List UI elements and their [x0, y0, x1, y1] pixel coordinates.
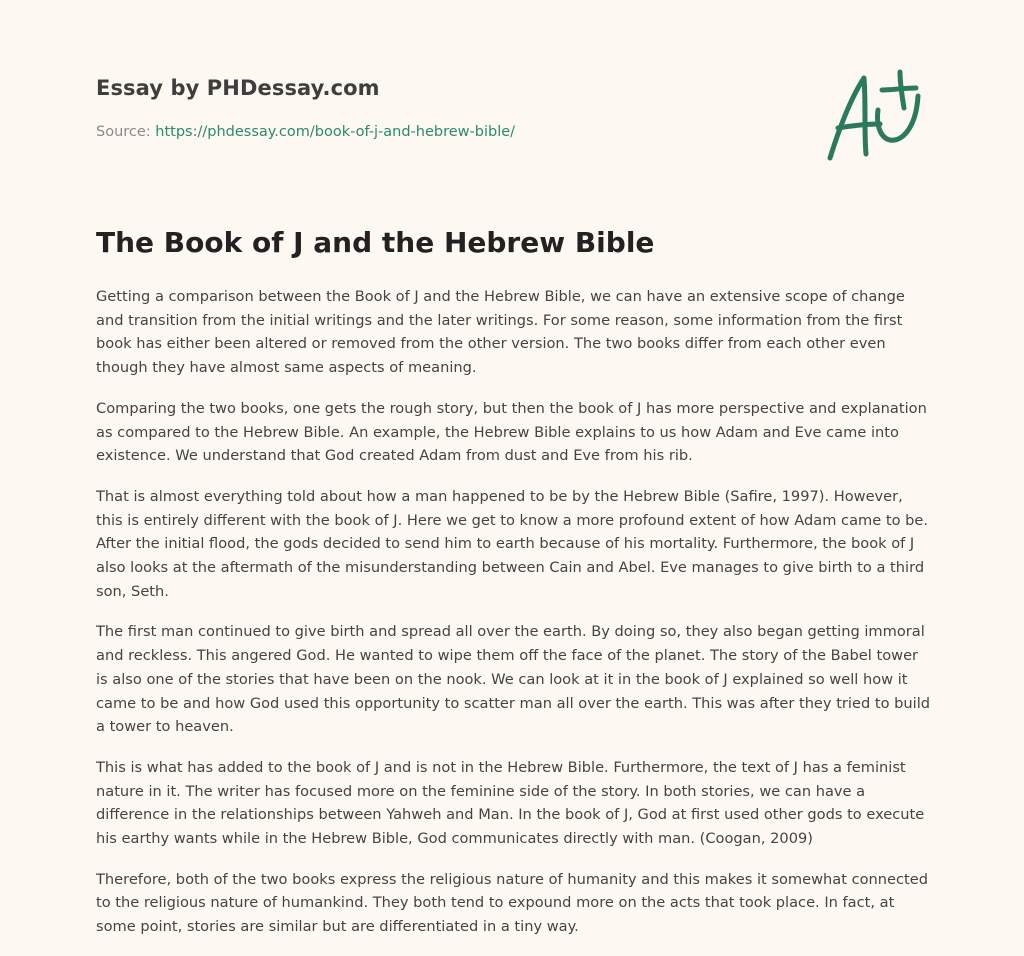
essay-paragraph: Comparing the two books, one gets the rough story, but then the book of J has more perspective and explanation as compared to the Hebrew Bible. An example, the Hebrew Bible explains to us how Adam and Eve came into existence. We understand that God created Adam from dust and Eve from his rib.	[96, 399, 927, 465]
source-label: Source:	[96, 124, 156, 140]
essay-paragraph: Getting a comparison between the Book of J and the Hebrew Bible, we can have an extensive scope of change and transition from the initial writings and the later writings. For some reason, some information from the first book has either been altered or removed from the other version. The two books differ from each other even though they have almost same aspects of meaning.	[96, 288, 905, 377]
essay-paragraph: That is almost everything told about how a man happened to be by the Hebrew Bible (Safire, 1997). However, this is entirely different with the book of J. Here we get to know a more profound extent of how Adam came to be. After the initial flood, the gods decided to send him to earth because of his mortality. Furthermore, the book of J also looks at the aftermath of the misunderstanding between Cain and Abel. Eve manages to give birth to a third son, Seth.	[96, 487, 929, 600]
a-plus-logo-icon	[820, 66, 930, 166]
site-title: Essay by PHDessay.com	[96, 76, 380, 100]
source-link[interactable]: https://phdessay.com/book-of-j-and-hebrew-bible/	[155, 124, 516, 140]
essay-body	[96, 285, 932, 956]
essay-paragraph: This is what has added to the book of J and is not in the Hebrew Bible. Furthermore, the text of J has a feminist nature in it. The writer has focused more on the feminine side of the story. In both stories, we can have a difference in the relationships between Yahweh and Man. In the book of J, God at first used other gods to execute his earthy wants while in the Hebrew Bible, God communicates directly with man. (Coogan, 2009)	[96, 758, 925, 848]
essay-paragraph: Therefore, both of the two books express the religious nature of humanity and this makes it somewhat connected to the religious nature of humankind. They both tend to expound more on the acts that took place. In fact, at some point, stories are similar but are differentiated in a tiny way.	[96, 870, 929, 936]
essay-paragraph: The first man continued to give birth and spread all over the earth. By doing so, they also began getting immoral and reckless. This angered God. He wanted to wipe them off the face of the planet. The story of the Babel tower is also one of the stories that have been on the nook. We can look at it in the book of J explained so well how it came to be and how God used this opportunity to scatter man all over the earth. This was after they tried to build a tower to heaven.	[96, 623, 931, 736]
source-line	[96, 124, 515, 140]
essay-title: The Book of J and the Hebrew Bible	[96, 226, 655, 259]
